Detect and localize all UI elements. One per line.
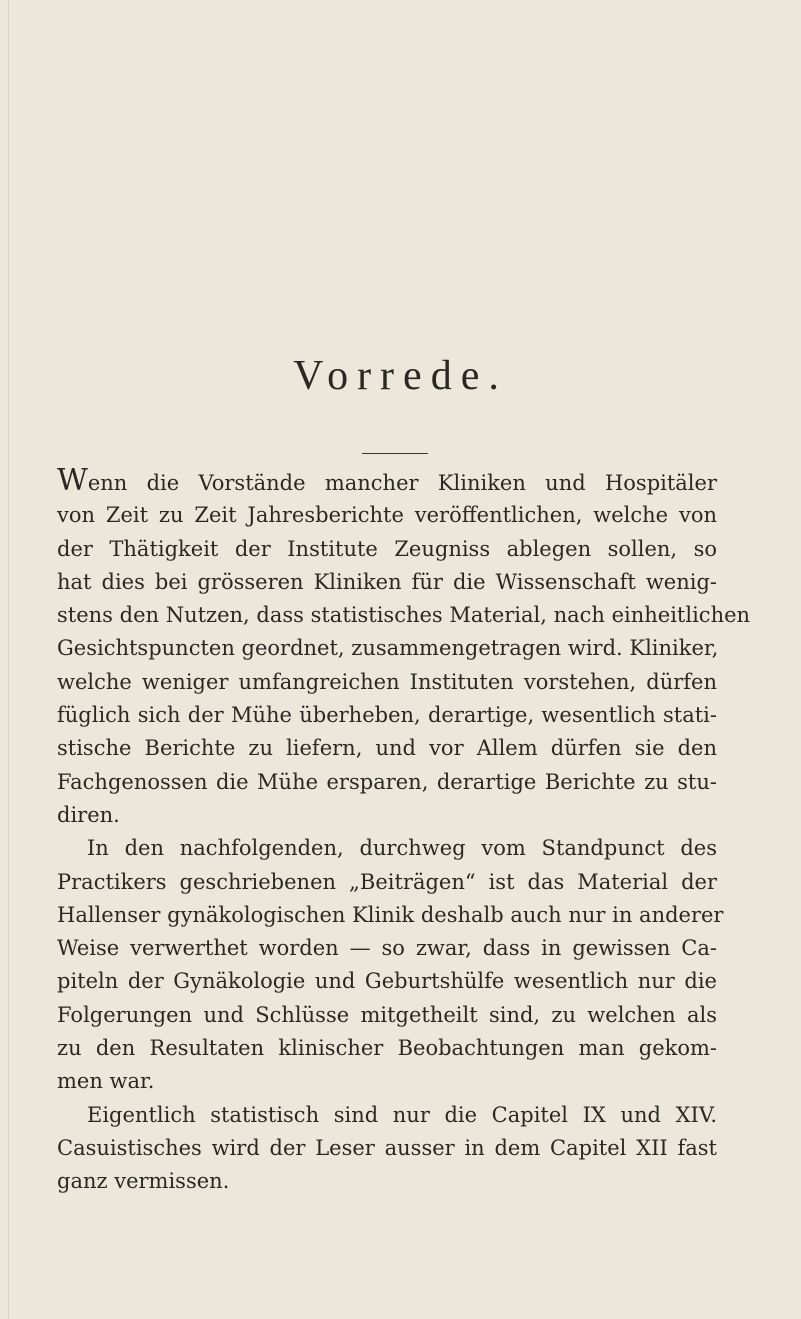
text-line: hat dies bei grösseren Kliniken für die Wissenschaft wenig- [57,569,717,594]
preface-body [57,463,751,1199]
text-line: stische Berichte zu liefern, und vor Allem dürfen sie den [57,736,717,761]
paragraph-2 [57,832,724,1098]
page-title: Vorrede. [293,353,508,399]
page-edge [8,0,9,1319]
text-line: diren. [57,802,120,827]
text-line: Wenn die Vorstände mancher Kliniken und Hospitäler [57,463,717,498]
text-line: füglich sich der Mühe überheben, derartige, wesentlich stati- [57,703,717,728]
text-line: Folgerungen und Schlüsse mitgetheilt sind, zu welchen als [57,1002,717,1027]
text-line: In den nachfolgenden, durchweg vom Standpunct des [87,836,717,861]
text-line: welche weniger umfangreichen Instituten vorstehen, dürfen [57,669,717,694]
text-line: zu den Resultaten klinischer Beobachtungen man gekom- [57,1036,717,1061]
title-divider [362,453,428,454]
text-line: von Zeit zu Zeit Jahresberichte veröffentlichen, welche von [57,503,717,528]
text-line: Gesichtspuncten geordnet, zusammengetragen wird. Kliniker, [57,636,719,661]
text-line: stens den Nutzen, dass statistisches Material, nach einheitlichen [57,603,751,628]
text-line: der Thätigkeit der Institute Zeugniss ablegen sollen, so [57,536,717,561]
text-line: Practikers geschriebenen „Beiträgen“ ist das Material der [57,869,717,894]
text-line: Fachgenossen die Mühe ersparen, derartige Berichte zu stu- [57,769,717,794]
text-line: Weise verwerthet worden — so zwar, dass in gewissen Ca- [57,936,717,961]
drop-cap: W [57,463,88,498]
text-line: Eigentlich statistisch sind nur die Capitel IX und XIV. [87,1102,717,1127]
text-line: Casuistisches wird der Leser ausser in dem Capitel XII fast [57,1135,717,1160]
text-line: Hallenser gynäkologischen Klinik deshalb auch nur in anderer [57,902,724,927]
paragraph-3 [57,1099,717,1199]
text-line: men war. [57,1069,155,1094]
text-line: piteln der Gynäkologie und Geburtshülfe wesentlich nur die [57,969,717,994]
text-line: ganz vermissen. [57,1169,230,1194]
paragraph-1 [57,463,751,832]
